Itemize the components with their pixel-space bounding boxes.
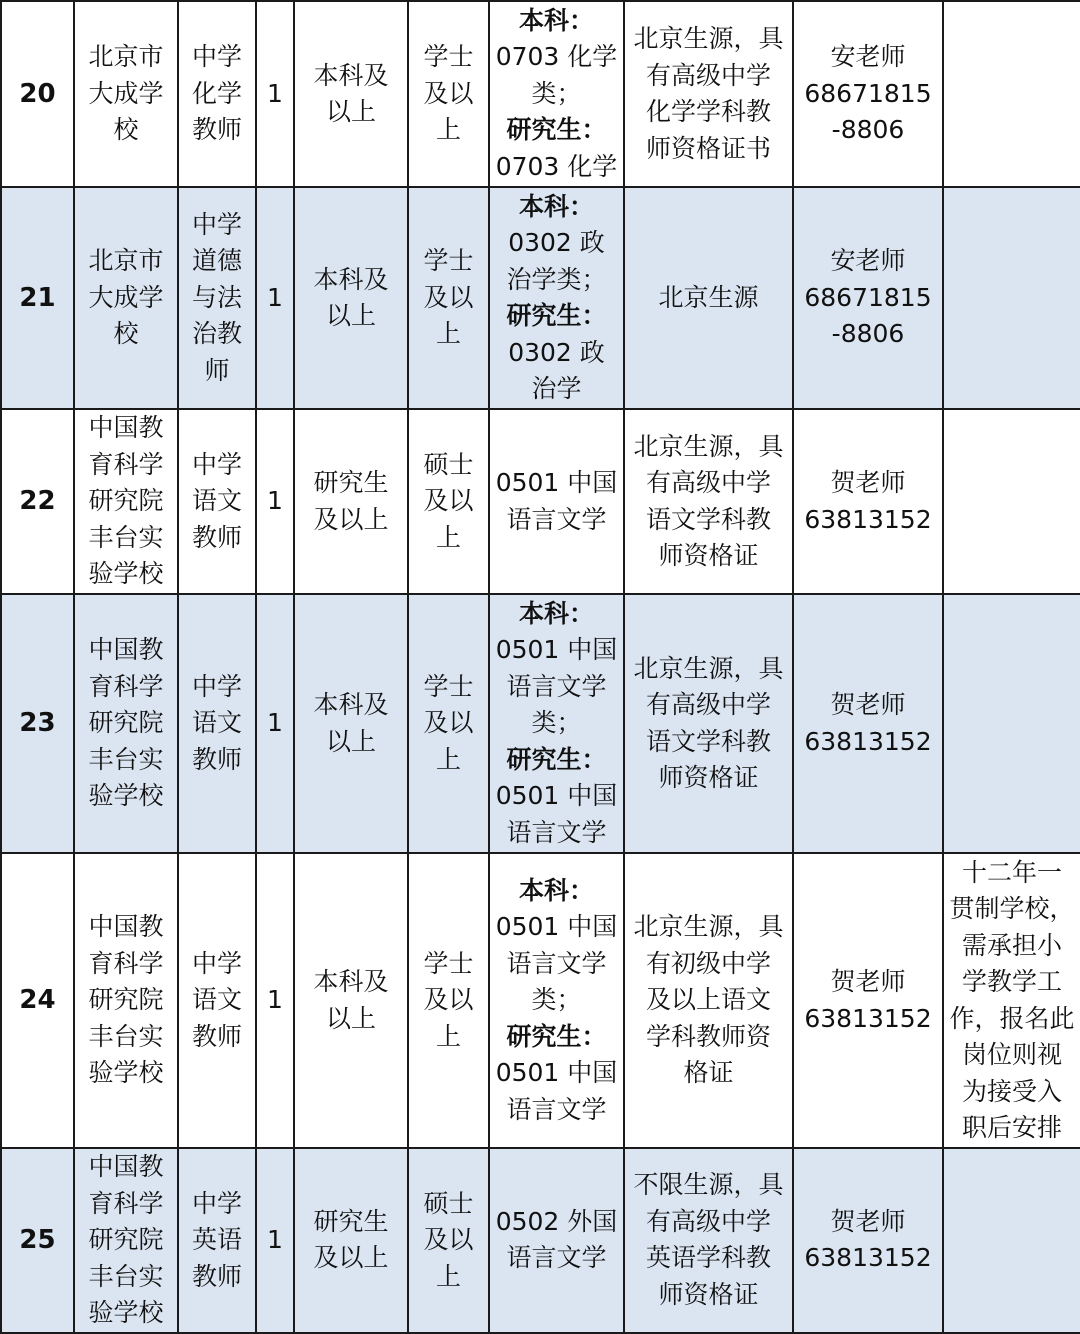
degree-line: 上	[435, 744, 461, 774]
education-cell	[294, 409, 408, 594]
requirements-cell	[624, 853, 793, 1148]
notes-cell	[943, 1, 1080, 187]
major-cell	[489, 1, 624, 187]
contact-cell	[793, 1148, 943, 1333]
education-line: 本科及	[313, 690, 389, 719]
school-line: 中国教	[88, 1152, 164, 1181]
education-cell	[294, 1, 408, 187]
school-line: 校	[113, 319, 139, 349]
notes-cell	[943, 187, 1080, 409]
requirements-line: 师资格证	[658, 763, 759, 792]
school-cell	[74, 187, 178, 409]
position-line: 中学	[191, 42, 242, 72]
degree-line: 上	[435, 1021, 461, 1051]
degree-line: 及以	[423, 1225, 474, 1254]
position-line: 中学	[191, 671, 242, 701]
school-line: 丰台实	[88, 1261, 164, 1291]
position-cell	[178, 1, 256, 187]
degree-cell	[408, 594, 489, 853]
position-line: 教师	[191, 115, 242, 145]
notes-cell	[943, 594, 1080, 853]
table-body	[1, 1, 1080, 1333]
notes-line: 需承担小	[961, 930, 1062, 960]
contact-line: 68671815	[804, 78, 932, 108]
notes-cell	[943, 409, 1080, 594]
position-line: 教师	[191, 744, 242, 774]
requirements-line: 英语学科教	[645, 1243, 771, 1273]
notes-line: 岗位则视	[961, 1040, 1062, 1069]
major-line: 类；	[531, 985, 582, 1015]
notes-line: 作，报名此	[949, 1003, 1075, 1033]
degree-line: 上	[435, 522, 461, 552]
school-line: 大成学	[88, 282, 164, 312]
contact-cell	[793, 187, 943, 409]
education-line: 以上	[325, 301, 376, 330]
major-line: 0501 中国	[495, 912, 618, 942]
contact-line: 贺老师	[830, 967, 906, 996]
position-line: 教师	[191, 1021, 242, 1051]
school-line: 验学校	[88, 1058, 164, 1088]
major-line: 研究生：	[506, 744, 607, 774]
requirements-line: 有高级中学	[645, 468, 771, 497]
school-line: 育科学	[88, 449, 164, 479]
major-line: 语言文学	[506, 504, 607, 534]
requirements-line: 师资格证	[658, 541, 759, 570]
requirements-line: 有高级中学	[645, 1206, 771, 1236]
major-line: 语言文学	[506, 817, 607, 847]
school-line: 丰台实	[88, 744, 164, 774]
degree-line: 硕士	[423, 1188, 474, 1218]
notes-cell	[943, 1148, 1080, 1333]
contact-line: 贺老师	[830, 690, 906, 719]
position-cell	[178, 409, 256, 594]
notes-line: 为接受入	[961, 1076, 1062, 1106]
school-line: 研究院	[88, 486, 164, 516]
major-line: 0703 化学	[495, 151, 618, 181]
major-line: 治学类；	[506, 264, 607, 294]
school-line: 中国教	[88, 413, 164, 443]
contact-cell	[793, 594, 943, 853]
major-line: 0501 中国	[495, 781, 618, 811]
major-line: 0703 化学	[495, 42, 618, 72]
education-line: 以上	[325, 97, 376, 126]
degree-cell	[408, 1, 489, 187]
requirements-line: 格证	[683, 1058, 734, 1088]
contact-line: 贺老师	[830, 468, 906, 497]
contact-line: -8806	[831, 115, 905, 145]
contact-line: -8806	[831, 319, 905, 349]
requirements-cell	[624, 409, 793, 594]
degree-line: 及以	[423, 708, 474, 738]
position-line: 师	[204, 355, 230, 385]
position-line: 语文	[191, 708, 242, 738]
requirements-line: 北京生源，具	[633, 912, 784, 942]
degree-line: 及以	[423, 486, 474, 516]
major-line: 研究生：	[506, 301, 607, 330]
education-line: 及以上	[313, 504, 389, 534]
school-line: 育科学	[88, 1188, 164, 1218]
major-cell	[489, 187, 624, 409]
contact-line: 68671815	[804, 282, 932, 312]
position-line: 治教	[191, 319, 242, 349]
school-line: 校	[113, 115, 139, 145]
requirements-line: 师资格证书	[645, 133, 771, 163]
degree-line: 硕士	[423, 449, 474, 479]
requirements-line: 有高级中学	[645, 60, 771, 90]
major-line: 研究生：	[506, 1021, 607, 1051]
major-line: 0501 中国	[495, 468, 618, 497]
school-line: 大成学	[88, 78, 164, 108]
major-line: 本科：	[518, 5, 594, 35]
major-line: 类；	[531, 708, 582, 738]
major-cell	[489, 1148, 624, 1333]
requirements-cell	[624, 1, 793, 187]
major-line: 语言文学	[506, 1243, 607, 1273]
notes-line: 学教学工	[961, 967, 1062, 996]
major-line: 本科：	[518, 598, 594, 628]
contact-cell	[793, 409, 943, 594]
position-cell	[178, 853, 256, 1148]
table-row	[1, 1, 1080, 187]
count-cell: 1	[256, 409, 294, 594]
education-cell	[294, 1148, 408, 1333]
position-cell	[178, 594, 256, 853]
notes-line: 十二年一	[961, 857, 1062, 887]
education-line: 研究生	[313, 468, 389, 497]
count-cell: 1	[256, 1148, 294, 1333]
education-cell	[294, 594, 408, 853]
major-line: 类；	[531, 78, 582, 108]
requirements-line: 有高级中学	[645, 690, 771, 719]
row-number-cell: 23	[1, 594, 74, 853]
contact-line: 63813152	[804, 1243, 932, 1273]
major-line: 研究生：	[506, 115, 607, 145]
degree-cell	[408, 1148, 489, 1333]
education-line: 及以上	[313, 1243, 389, 1273]
table-row	[1, 409, 1080, 594]
education-line: 本科及	[313, 967, 389, 996]
school-cell	[74, 1148, 178, 1333]
requirements-line: 北京生源	[658, 282, 759, 312]
degree-line: 学士	[423, 42, 474, 72]
major-line: 0501 中国	[495, 635, 618, 665]
major-line: 治学	[531, 374, 582, 403]
position-line: 化学	[191, 78, 242, 108]
school-line: 研究院	[88, 985, 164, 1015]
school-line: 丰台实	[88, 522, 164, 552]
position-line: 中学	[191, 948, 242, 978]
major-line: 0502 外国	[495, 1206, 618, 1236]
degree-cell	[408, 409, 489, 594]
requirements-cell	[624, 187, 793, 409]
major-line: 0302 政	[508, 228, 605, 257]
position-cell	[178, 1148, 256, 1333]
requirements-line: 师资格证	[658, 1279, 759, 1309]
count-cell: 1	[256, 1, 294, 187]
position-line: 中学	[191, 1188, 242, 1218]
school-line: 研究院	[88, 708, 164, 738]
row-number-cell: 20	[1, 1, 74, 187]
degree-line: 上	[435, 115, 461, 145]
requirements-line: 语文学科教	[645, 726, 771, 756]
row-number-cell: 21	[1, 187, 74, 409]
position-line: 教师	[191, 1261, 242, 1291]
position-line: 英语	[191, 1225, 242, 1254]
position-cell	[178, 187, 256, 409]
degree-line: 学士	[423, 671, 474, 701]
major-line: 本科：	[518, 875, 594, 905]
degree-cell	[408, 187, 489, 409]
position-line: 道德	[191, 246, 242, 276]
requirements-line: 及以上语文	[645, 985, 771, 1015]
education-line: 本科及	[313, 60, 389, 90]
school-line: 中国教	[88, 635, 164, 665]
education-line: 以上	[325, 1003, 376, 1033]
major-line: 0501 中国	[495, 1058, 618, 1088]
degree-line: 及以	[423, 78, 474, 108]
row-number-cell: 25	[1, 1148, 74, 1333]
major-cell	[489, 594, 624, 853]
notes-cell	[943, 853, 1080, 1148]
requirements-cell	[624, 594, 793, 853]
position-line: 教师	[191, 522, 242, 552]
degree-line: 及以	[423, 282, 474, 312]
position-line: 中学	[191, 209, 242, 239]
notes-line: 贯制学校，	[949, 894, 1075, 923]
table-row	[1, 187, 1080, 409]
school-line: 北京市	[88, 246, 164, 276]
school-line: 育科学	[88, 948, 164, 978]
requirements-line: 不限生源，具	[633, 1170, 784, 1200]
requirements-line: 学科教师资	[645, 1021, 771, 1051]
school-line: 验学校	[88, 559, 164, 589]
school-cell	[74, 409, 178, 594]
degree-line: 及以	[423, 985, 474, 1015]
position-line: 与法	[191, 282, 242, 312]
table-row	[1, 1148, 1080, 1333]
school-cell	[74, 1, 178, 187]
school-cell	[74, 853, 178, 1148]
requirements-line: 北京生源，具	[633, 431, 784, 461]
degree-line: 学士	[423, 948, 474, 978]
requirements-line: 北京生源，具	[633, 653, 784, 683]
position-line: 语文	[191, 486, 242, 516]
contact-line: 贺老师	[830, 1206, 906, 1236]
position-line: 中学	[191, 449, 242, 479]
school-line: 丰台实	[88, 1021, 164, 1051]
major-line: 语言文学	[506, 948, 607, 978]
education-cell	[294, 187, 408, 409]
requirements-line: 语文学科教	[645, 504, 771, 534]
school-line: 验学校	[88, 781, 164, 811]
requirements-line: 有初级中学	[645, 948, 771, 978]
contact-line: 63813152	[804, 726, 932, 756]
degree-line: 上	[435, 1261, 461, 1291]
education-line: 以上	[325, 726, 376, 756]
school-line: 北京市	[88, 42, 164, 72]
contact-line: 安老师	[830, 246, 906, 276]
major-line: 语言文学	[506, 1094, 607, 1124]
count-cell: 1	[256, 187, 294, 409]
major-cell	[489, 853, 624, 1148]
major-line: 语言文学	[506, 671, 607, 701]
degree-line: 上	[435, 319, 461, 349]
position-line: 语文	[191, 985, 242, 1015]
row-number-cell: 24	[1, 853, 74, 1148]
contact-line: 63813152	[804, 1003, 932, 1033]
contact-cell	[793, 853, 943, 1148]
table-row	[1, 853, 1080, 1148]
degree-line: 学士	[423, 246, 474, 276]
school-line: 育科学	[88, 671, 164, 701]
contact-cell	[793, 1, 943, 187]
count-cell: 1	[256, 853, 294, 1148]
notes-line: 职后安排	[961, 1113, 1062, 1142]
requirements-line: 北京生源，具	[633, 24, 784, 53]
requirements-line: 化学学科教	[645, 97, 771, 126]
education-cell	[294, 853, 408, 1148]
degree-cell	[408, 853, 489, 1148]
school-line: 研究院	[88, 1225, 164, 1254]
school-line: 中国教	[88, 912, 164, 942]
education-line: 本科及	[313, 264, 389, 294]
table-row	[1, 594, 1080, 853]
education-line: 研究生	[313, 1206, 389, 1236]
major-line: 本科：	[518, 191, 594, 221]
count-cell: 1	[256, 594, 294, 853]
contact-line: 安老师	[830, 42, 906, 72]
row-number-cell: 22	[1, 409, 74, 594]
school-cell	[74, 594, 178, 853]
school-line: 验学校	[88, 1298, 164, 1327]
major-line: 0302 政	[508, 337, 605, 367]
major-cell	[489, 409, 624, 594]
requirements-cell	[624, 1148, 793, 1333]
contact-line: 63813152	[804, 504, 932, 534]
